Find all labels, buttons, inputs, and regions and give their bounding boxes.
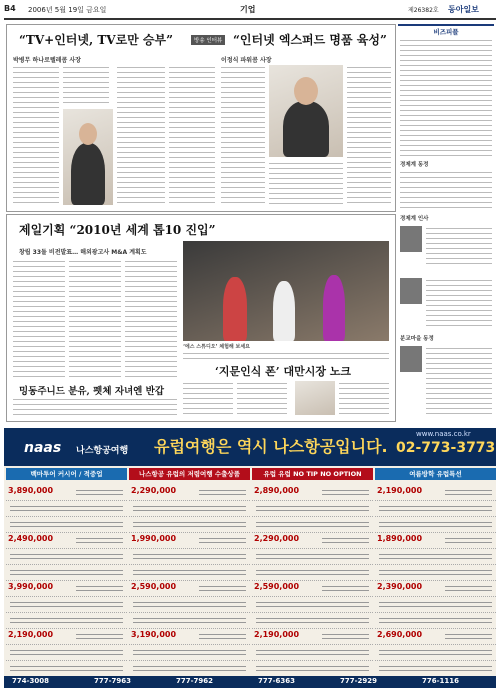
listing-details <box>445 536 492 544</box>
ad-listings <box>4 466 496 676</box>
tour-listing <box>252 516 373 533</box>
footer-phone: 777-7962 <box>176 677 213 685</box>
sidebar-head: 경제계 동정 <box>400 162 429 168</box>
sidebar-text <box>400 170 492 210</box>
event-photo <box>183 241 389 341</box>
tour-price: 2,190,000 <box>8 630 54 639</box>
tour-listing <box>375 532 496 549</box>
company-article <box>6 214 396 422</box>
listing-details <box>10 600 123 608</box>
body-text <box>347 65 391 207</box>
interview-article <box>6 24 396 212</box>
body-text <box>117 65 165 207</box>
listing-details <box>379 520 492 528</box>
tour-price: 2,890,000 <box>254 486 300 495</box>
listing-details <box>256 648 369 656</box>
subhead: 창립 33돌 비전발표… 해외광고사 M&A 계획도 <box>19 249 147 256</box>
listing-details <box>256 568 369 576</box>
product-photo <box>295 381 335 415</box>
listing-details <box>322 632 369 640</box>
sidebar-head: 분교마을 동정 <box>400 336 434 342</box>
listing-details <box>133 616 246 624</box>
listing-details <box>10 504 123 512</box>
headline-left: “TV+인터넷, TV로만 승부” <box>19 33 174 47</box>
tour-listing <box>129 628 250 645</box>
tour-listing <box>375 564 496 581</box>
listing-details <box>133 568 246 576</box>
ad-column-title: 유럽 유럽 NO TIP NO OPTION <box>252 468 373 480</box>
tour-listing <box>252 580 373 597</box>
person-figure <box>283 101 329 157</box>
tour-listing <box>252 660 373 677</box>
tour-price: 2,590,000 <box>131 582 177 591</box>
tour-listing <box>375 596 496 613</box>
listing-details <box>322 488 369 496</box>
listing-details <box>445 584 492 592</box>
tour-listing <box>129 548 250 565</box>
footer-phone: 777-7963 <box>94 677 131 685</box>
tour-price: 2,290,000 <box>254 534 300 543</box>
body-text <box>13 397 177 417</box>
tour-price: 1,890,000 <box>377 534 423 543</box>
portrait-photo <box>63 109 113 205</box>
ad-column-title: 나스항공 유럽의 저렴여행 수출상품 <box>129 468 250 480</box>
listing-details <box>256 616 369 624</box>
sidebar-text <box>426 226 492 266</box>
tour-listing <box>6 516 127 533</box>
header-rule <box>4 18 496 20</box>
tour-price: 3,190,000 <box>131 630 177 639</box>
brand-name: 나스항공여행 <box>76 446 129 456</box>
headline-right: “인터넷 엑스퍼드 명품 육성” <box>233 33 387 47</box>
tour-listing <box>6 612 127 629</box>
ad-column-title: 백마투어 커시어 / 적중업 <box>6 468 127 480</box>
listing-details <box>133 520 246 528</box>
tour-listing <box>375 484 496 501</box>
person-figure <box>323 275 345 341</box>
tour-listing <box>375 644 496 661</box>
body-text <box>13 65 59 207</box>
person-figure <box>71 143 105 205</box>
tour-listing <box>252 596 373 613</box>
body-text <box>63 65 109 105</box>
listing-details <box>76 584 123 592</box>
footer-phone: 774-3008 <box>12 677 49 685</box>
ad-footer <box>4 676 496 688</box>
body-text <box>169 65 215 207</box>
sidebar-title: 비즈피플 <box>398 24 494 36</box>
ad-phone: 02-773-3773 <box>396 440 496 456</box>
page-header <box>4 4 496 18</box>
listing-details <box>322 584 369 592</box>
tour-price: 2,190,000 <box>254 630 300 639</box>
sidebar-text <box>400 38 492 156</box>
tour-listing <box>375 660 496 677</box>
body-text <box>183 381 233 415</box>
tour-listing <box>129 612 250 629</box>
listing-details <box>199 584 246 592</box>
tour-listing <box>252 628 373 645</box>
tour-listing <box>6 532 127 549</box>
tour-listing <box>6 564 127 581</box>
listing-details <box>133 600 246 608</box>
tour-price: 2,590,000 <box>254 582 300 591</box>
listing-details <box>199 632 246 640</box>
tour-listing <box>6 628 127 645</box>
listing-details <box>76 536 123 544</box>
section-title: 기업 <box>240 5 256 14</box>
listing-details <box>379 568 492 576</box>
listing-details <box>379 648 492 656</box>
brand-logo: naas <box>24 440 62 456</box>
tour-listing <box>129 660 250 677</box>
tour-price: 2,390,000 <box>377 582 423 591</box>
tour-listing <box>252 612 373 629</box>
listing-details <box>76 632 123 640</box>
tour-listing <box>375 612 496 629</box>
issue-date: 2006년 5월 19일 금요일 <box>28 6 107 14</box>
tour-listing <box>6 596 127 613</box>
listing-details <box>445 488 492 496</box>
body-text <box>125 259 177 379</box>
tour-listing <box>375 628 496 645</box>
ad-url[interactable]: www.naas.co.kr <box>416 430 471 438</box>
listing-details <box>133 552 246 560</box>
ad-banner <box>4 428 496 466</box>
footer-phone: 777-2929 <box>340 677 377 685</box>
byline-right: 이정식 파워콤 사장 <box>221 57 272 64</box>
body-text <box>69 259 121 379</box>
tour-listing <box>129 596 250 613</box>
tour-listing <box>6 644 127 661</box>
tour-listing <box>129 532 250 549</box>
tour-listing <box>252 484 373 501</box>
listing-details <box>379 664 492 672</box>
listing-details <box>133 504 246 512</box>
listing-details <box>379 616 492 624</box>
headshot-photo <box>400 278 422 304</box>
listing-details <box>256 664 369 672</box>
interview-tag: 방송 인터뷰 <box>191 35 225 45</box>
listing-details <box>10 520 123 528</box>
listing-details <box>379 504 492 512</box>
listing-details <box>133 648 246 656</box>
listing-details <box>10 552 123 560</box>
headline-2: ‘지문인식 폰’ 대만시장 노크 <box>215 365 352 378</box>
listing-details <box>133 664 246 672</box>
tour-listing <box>252 644 373 661</box>
listing-details <box>256 504 369 512</box>
tour-listing <box>252 500 373 517</box>
tour-listing <box>129 564 250 581</box>
person-figure <box>273 281 295 341</box>
page-number: B4 <box>4 4 16 13</box>
listing-details <box>379 552 492 560</box>
tour-listing <box>252 532 373 549</box>
sidebar-text <box>426 346 492 416</box>
tour-listing <box>6 548 127 565</box>
issue-number: 제26382호 <box>408 7 439 14</box>
listing-details <box>322 536 369 544</box>
listing-details <box>10 616 123 624</box>
listing-details <box>10 648 123 656</box>
tour-price: 2,490,000 <box>8 534 54 543</box>
tour-price: 2,290,000 <box>131 486 177 495</box>
tour-listing <box>375 580 496 597</box>
tour-price: 1,990,000 <box>131 534 177 543</box>
tour-listing <box>375 516 496 533</box>
person-figure <box>223 277 247 341</box>
tour-listing <box>129 484 250 501</box>
listing-details <box>199 488 246 496</box>
tour-price: 2,190,000 <box>377 486 423 495</box>
listing-details <box>76 488 123 496</box>
listing-details <box>379 600 492 608</box>
photo-caption: ‘에스 스튜디오’ 체험해 보세요 <box>183 344 250 350</box>
body-text <box>269 161 343 207</box>
tour-listing <box>129 644 250 661</box>
tour-listing <box>129 516 250 533</box>
tour-listing <box>129 500 250 517</box>
listing-details <box>256 520 369 528</box>
tour-listing <box>375 548 496 565</box>
listing-details <box>256 552 369 560</box>
listing-details <box>10 664 123 672</box>
ad-column-title: 여름방학 유럽특선 <box>375 468 496 480</box>
footer-phone: 776-1116 <box>422 677 459 685</box>
listing-details <box>199 536 246 544</box>
person-face <box>79 123 97 145</box>
footer-phone: 777-6363 <box>258 677 295 685</box>
body-text <box>339 381 389 415</box>
body-text <box>237 381 287 415</box>
sidebar-column <box>398 24 494 419</box>
newspaper-name: 동아일보 <box>448 5 479 14</box>
listing-details <box>10 568 123 576</box>
byline-left: 박병무 하나로텔레콤 사장 <box>13 57 81 64</box>
tour-listing <box>6 580 127 597</box>
tour-price: 2,690,000 <box>377 630 423 639</box>
tour-listing <box>375 500 496 517</box>
headshot-photo <box>400 226 422 252</box>
ad-slogan: 유럽여행은 역시 나스항공입니다. <box>154 437 388 456</box>
tour-price: 3,890,000 <box>8 486 54 495</box>
body-text <box>13 259 65 379</box>
listing-details <box>445 632 492 640</box>
tour-listing <box>252 564 373 581</box>
caption-text <box>183 351 389 361</box>
person-face <box>294 77 318 105</box>
tour-listing <box>6 484 127 501</box>
tour-listing <box>129 580 250 597</box>
listing-details <box>256 600 369 608</box>
headline: 제일기획 “2010년 세계 톱10 진입” <box>19 223 216 237</box>
sidebar-text <box>426 278 492 328</box>
headline-3: 밍동주니드 분유, 펫체 자녀엔 반갑 <box>19 386 165 397</box>
portrait-photo <box>269 65 343 157</box>
body-text <box>221 65 265 207</box>
tour-listing <box>252 548 373 565</box>
headshot-photo <box>400 346 422 372</box>
tour-listing <box>6 500 127 517</box>
tour-price: 3,990,000 <box>8 582 54 591</box>
tour-listing <box>6 660 127 677</box>
sidebar-head: 경제계 인사 <box>400 216 429 222</box>
